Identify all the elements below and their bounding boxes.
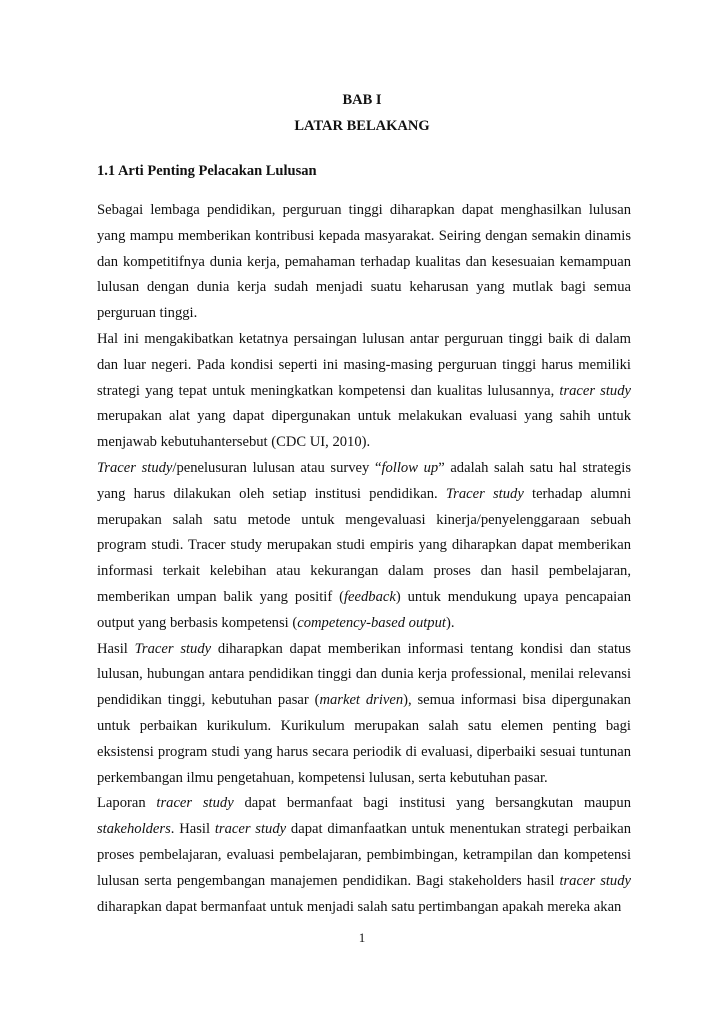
paragraph-5: [97, 791, 631, 920]
paragraph-3-text: ” adalah salah satu hal strategis yang harus dilakukan oleh setiap institusi pendidikan.: [97, 459, 631, 502]
paragraph-3-text: ) untuk mendukung upaya pencapaian output yang berbasis kompetensi (: [97, 588, 632, 631]
paragraph-5-text: dapat bermanfaat bagi institusi yang bersangkutan maupun: [233, 795, 631, 812]
paragraph-2-term: tracer study: [559, 382, 631, 399]
paragraph-3-term: competency-based output: [297, 614, 446, 631]
paragraph-3-term: follow up: [381, 459, 439, 476]
paragraph-3: [97, 456, 631, 637]
chapter-number: BAB I: [342, 92, 382, 108]
paragraph-5-term: stakeholders: [97, 821, 171, 838]
paragraph-1: Sebagai lembaga pendidikan, perguruan tinggi diharapkan dapat menghasilkan lulusan yang mampu memberikan kontribusi kepada masyarakat. Seiring dengan semakin dinamis dan kompetitifnya dunia kerja, pemahaman terhadap kualitas dan kesesuaian kemampuan lulusan dengan dunia kerja sudah menjadi suatu keharusan yang mutlak bagi semua perguruan tinggi.: [97, 202, 631, 322]
paragraph-4-text: Hasil: [97, 640, 135, 657]
paragraph-3-text: ).: [445, 614, 455, 631]
paragraph-4: [97, 637, 631, 792]
paragraph-3-text: /penelusuran lulusan atau survey “: [172, 459, 382, 476]
paragraph-5-term: tracer study: [156, 795, 234, 812]
paragraph-4-text: diharapkan dapat memberikan informasi tentang kondisi dan status lulusan, hubungan antara pendidikan tinggi dan dunia kerja professional, menilai relevansi pendidikan tinggi, kebutuhan pasar (: [97, 640, 631, 709]
section-heading: 1.1 Arti Penting Pelacakan Lulusan: [97, 163, 317, 179]
page-number: 1: [358, 930, 366, 945]
paragraph-2: [97, 327, 631, 456]
paragraph-3-term: Tracer study: [97, 459, 173, 476]
paragraph-2-text: merupakan alat yang dapat dipergunakan untuk melakukan evaluasi yang sahih untuk menjawab kebutuhantersebut (CDC UI, 2010).: [97, 408, 631, 451]
paragraph-5-term: tracer study: [214, 821, 287, 838]
paragraph-5-text: diharapkan dapat bermanfaat untuk menjadi salah satu pertimbangan apakah mereka akan: [97, 898, 622, 915]
body-text: [97, 198, 631, 920]
chapter-title: LATAR BELAKANG: [294, 118, 430, 134]
paragraph-3-text: terhadap alumni merupakan salah satu metode untuk mengevaluasi kinerja/penyelenggaraan sebuah program studi. Tracer study merupakan studi empiris yang diharapkan dapat memberikan informasi terkait kelebihan atau kekurangan dalam proses dan hasil pembelajaran, memberikan umpan balik yang positif (: [97, 485, 631, 605]
paragraph-3-term: feedback: [343, 588, 396, 605]
paragraph-4-term: market driven: [319, 692, 404, 709]
paragraph-2-text: Hal ini mengakibatkan ketatnya persaingan lulusan antar perguruan tinggi baik di dalam dan luar negeri. Pada kondisi seperti ini masing-masing perguruan tinggi harus memiliki strategi yang tepat untuk meningkatkan kompetensi dan kualitas lulusannya,: [97, 330, 631, 399]
paragraph-5-text: dapat dimanfaatkan untuk menentukan strategi perbaikan proses pembelajaran, evaluasi pembelajaran, pembimbingan, ketrampilan dan kompetensi lulusan serta pengembangan manajemen pendidikan. Bagi stakeholders hasil: [97, 821, 631, 889]
paragraph-5-term: tracer study: [559, 872, 631, 889]
paragraph-3-term: Tracer study: [445, 485, 524, 502]
paragraph-5-text: . Hasil: [170, 821, 215, 838]
paragraph-4-text: ), semua informasi bisa dipergunakan untuk perbaikan kurikulum. Kurikulum merupakan salah satu elemen penting bagi eksistensi program studi yang harus secara periodik di evaluasi, diperbaiki sesuai tuntunan perkembangan ilmu pengetahuan, kompetensi lulusan, serta kebutuhan pasar.: [97, 692, 631, 786]
paragraph-4-term: Tracer study: [134, 640, 212, 657]
paragraph-5-text: Laporan: [97, 795, 157, 812]
